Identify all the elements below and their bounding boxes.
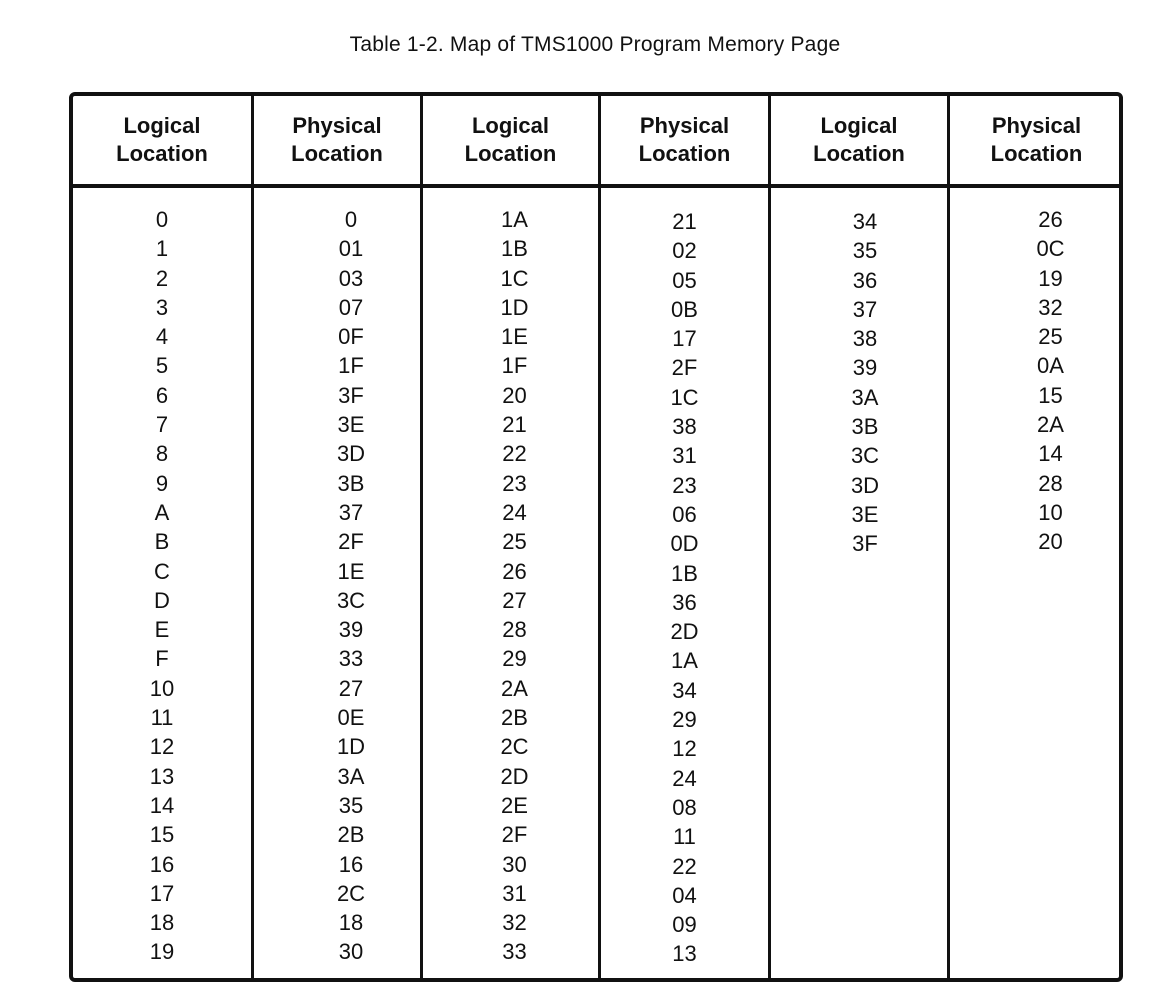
header-physical-location-2 [601,96,768,184]
table-cell: 26 [502,558,527,584]
table-cell: 1E [337,558,365,584]
table-cell: 1D [500,294,529,320]
header-line: Physical [639,113,730,138]
table-cell: 0C [1036,236,1065,262]
table-cell: 0D [670,531,699,557]
table-cell: 1B [501,236,528,262]
table-cell: C [154,558,170,584]
table-cell: 33 [502,939,527,965]
table-cell: 22 [672,853,697,879]
table-cell: 18 [149,910,175,936]
table-cell: 04 [672,882,697,908]
table-cell: 2F [501,822,528,848]
table-cell: 23 [502,470,527,496]
table-cell: 25 [1038,324,1063,350]
table-cell: 29 [502,646,527,672]
table-cell: 2F [671,355,698,381]
table-cell: 1 [155,236,169,262]
table-cell: 1C [670,384,699,410]
column-physical-location-1 [254,205,420,967]
table-cell: 0 [155,207,169,232]
column-logical-location-3 [771,207,947,559]
table-cell: 3D [336,441,366,467]
table-cell: 1A [501,207,528,232]
table-cell: 32 [1038,294,1063,320]
header-line: Location [638,141,731,166]
table-cell: 37 [852,296,878,322]
table-cell: 11 [673,824,696,850]
table-cell: 2B [337,822,365,848]
table-cell: B [154,529,170,555]
table-cell: 20 [502,382,527,408]
table-cell: 3D [850,472,880,498]
table-cell: 12 [672,736,697,762]
column-logical-location-2 [423,205,598,967]
table-cell: 30 [502,851,527,877]
table-cell: 4 [155,324,169,350]
table-cell: 21 [672,209,697,234]
table-cell: 31 [502,880,527,906]
table-cell: 3B [851,414,879,440]
table-cell: 1D [336,734,366,760]
table-cell: 39 [852,355,878,381]
table-cell: 10 [149,675,175,701]
table-cell: 35 [852,238,878,264]
header-logical-location-2 [423,96,598,184]
table-cell: 2A [1037,412,1064,438]
table-cell: 3A [851,384,879,410]
header-line: Location [291,141,383,166]
table-cell: 22 [502,441,527,467]
table-cell: 12 [149,734,175,760]
table-cell: 36 [672,589,697,615]
table-cell: 34 [852,209,878,234]
header-line: Location [990,141,1083,166]
memory-map-table [69,92,1123,982]
table-cell: 17 [672,326,697,352]
table-cell: 14 [149,792,175,818]
table-cell: 2F [338,529,364,555]
table-cell: 1F [338,353,364,379]
table-cell: 0E [337,705,365,731]
header-line: Logical [820,113,898,138]
column-logical-location-1 [73,205,251,967]
table-cell: 23 [672,472,697,498]
table-cell: 28 [502,617,527,643]
table-cell: 3E [337,412,365,438]
table-cell: 2A [501,675,528,701]
header-line: Physical [991,113,1082,138]
table-cell: 18 [338,910,364,936]
table-cell: 1A [671,648,698,674]
table-cell: 3C [336,587,366,613]
table-cell: 16 [149,851,175,877]
table-cell: 2B [501,705,528,731]
header-line: Physical [292,113,382,138]
table-cell: 15 [1038,382,1063,408]
table-cell: 37 [338,499,364,525]
table-cell: 38 [852,326,878,352]
table-cell: 24 [672,765,697,791]
table-cell: 38 [672,414,697,440]
table-cell: 14 [1038,441,1063,467]
table-cell: 31 [672,443,697,469]
header-logical-location-3 [771,96,947,184]
table-cell: A [154,499,170,525]
table-cell: 39 [338,617,364,643]
table-cell: 06 [672,501,697,527]
table-cell: 24 [502,499,527,525]
table-cell: 02 [672,238,697,264]
table-cell: 30 [338,939,364,965]
table-cell: 3A [337,763,365,789]
table-cell: 0F [338,324,364,350]
table-cell: 2D [500,763,529,789]
table-cell: 3 [155,294,169,320]
table-cell: 1F [501,353,528,379]
header-physical-location-1 [254,96,420,184]
table-cell: 36 [852,267,878,293]
table-cell: E [154,617,170,643]
table-cell: 11 [150,705,174,731]
table-caption: Table 1-2. Map of TMS1000 Program Memory Page [349,33,841,56]
table-cell: D [154,587,170,613]
header-line: Logical [471,113,549,138]
table-cell: 10 [1038,499,1063,525]
column-physical-location-3 [950,205,1123,557]
table-cell: 2C [500,734,529,760]
table-cell: 19 [1038,265,1063,291]
table-cell: 21 [502,412,527,438]
table-cell: 20 [1038,529,1063,555]
table-cell: 19 [149,939,175,965]
table-cell: 35 [338,792,364,818]
table-cell: 01 [338,236,364,262]
table-cell: 09 [672,912,697,938]
table-cell: 7 [155,412,169,438]
table-cell: 16 [338,851,364,877]
table-cell: 3C [850,443,880,469]
table-cell: 2 [155,265,169,291]
table-cell: 29 [672,707,697,733]
table-cell: 5 [155,353,169,379]
table-cell: 28 [1038,470,1063,496]
table-cell: 2C [336,880,366,906]
table-cell: 07 [338,294,364,320]
table-cell: 6 [155,382,169,408]
table-cell: 03 [338,265,364,291]
header-logical-location-1 [73,96,251,184]
table-cell: 0A [1037,353,1064,379]
table-cell: 26 [1038,207,1063,232]
table-cell: 17 [149,880,175,906]
table-cell: 34 [672,677,697,703]
table-cell: 9 [155,470,169,496]
header-line: Logical [123,113,201,138]
table-cell: 3F [338,382,364,408]
table-cell: 32 [502,910,527,936]
table-cell: 0 [344,207,358,232]
table-cell: 0B [671,296,698,322]
table-cell: 1B [671,560,698,586]
table-cell: 1E [501,324,528,350]
table-cell: 1C [500,265,529,291]
table-cell: 3E [851,501,879,527]
table-cell: 2E [501,792,528,818]
table-cell: 13 [672,941,697,967]
header-line: Location [464,141,557,166]
header-line: Location [813,141,905,166]
table-cell: 08 [672,794,697,820]
table-cell: 2D [670,619,699,645]
header-line: Location [116,141,208,166]
table-cell: 05 [672,267,697,293]
table-cell: 27 [338,675,364,701]
table-cell: F [155,646,169,672]
table-cell: 3B [337,470,365,496]
table-cell: 13 [149,763,175,789]
table-cell: 25 [502,529,527,555]
header-physical-location-3 [950,96,1123,184]
column-physical-location-2 [601,207,768,969]
table-cell: 15 [149,822,175,848]
table-cell: 8 [155,441,169,467]
table-cell: 3F [852,531,878,557]
table-cell: 33 [338,646,364,672]
table-cell: 27 [502,587,527,613]
